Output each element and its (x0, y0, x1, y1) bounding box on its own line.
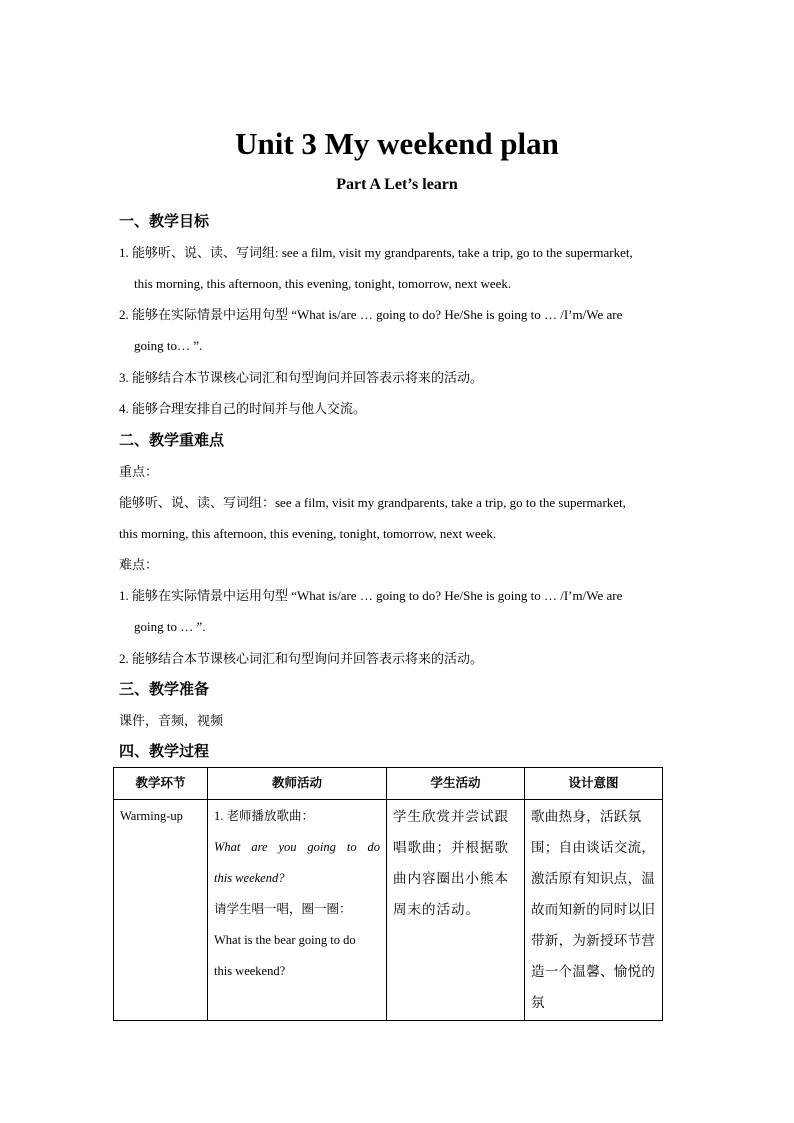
design-purpose-text: 歌曲热身，活跃氛围；自由谈话交流，激活原有知识点，温故而知新的同时以旧带新，为新授环节营造一个温馨、愉悦的氛 (531, 809, 656, 1010)
key-label: 重点： (119, 464, 159, 479)
column-header: 教师活动 (208, 768, 387, 800)
column-header: 设计意图 (525, 768, 663, 800)
teacher-activity-line: 1. 老师播放歌曲： (214, 809, 315, 823)
teacher-activity-line: What are you going to do (214, 840, 380, 854)
section-heading-preparation: 三、教学准备 (119, 682, 210, 698)
section-heading-process: 四、教学过程 (119, 744, 210, 760)
objective-line: 1. 能够听、说、读、写词组: see a film, visit my grandparents, take a trip, go to the supermarket, (119, 245, 633, 260)
student-activity-cell (387, 800, 525, 1021)
document-title: Unit 3 My weekend plan (235, 126, 559, 161)
preparation-text: 课件，音频，视频 (119, 713, 224, 728)
table-header-row (114, 768, 663, 800)
difficult-label: 难点： (119, 557, 159, 572)
difficult-point-line: going to … ”. (134, 619, 206, 634)
section-heading-objectives: 一、教学目标 (119, 214, 210, 230)
stage-cell (114, 800, 208, 1021)
teacher-activity-line: 请学生唱一唱，圈一圈： (214, 902, 352, 916)
objective-line: 4. 能够合理安排自己的时间并与他人交流。 (119, 401, 367, 416)
teacher-activity-line: this weekend? (214, 964, 286, 978)
column-header: 学生活动 (387, 768, 525, 800)
column-header: 教学环节 (114, 768, 208, 800)
objective-line: 2. 能够在实际情景中运用句型 “What is/are … going to do? He/She is going to … /I’m/We are (119, 307, 623, 322)
teacher-activity-cell (208, 800, 387, 1021)
difficult-point-line: 1. 能够在实际情景中运用句型 “What is/are … going to do? He/She is going to … /I’m/We are (119, 588, 623, 603)
teaching-process-table (113, 767, 663, 1021)
objective-line: going to… ”. (134, 338, 203, 353)
teacher-activity-line: What is the bear going to do (214, 933, 356, 947)
key-point-line: 能够听、说、读、写词组：see a film, visit my grandparents, take a trip, go to the supermarket, (119, 495, 626, 510)
key-point-line: this morning, this afternoon, this evening, tonight, tomorrow, next week. (119, 526, 497, 541)
student-activity-text: 学生欣赏并尝试跟唱歌曲；并根据歌曲内容圈出小熊本周末的活动。 (393, 809, 509, 917)
document-subtitle: Part A Let’s learn (336, 176, 458, 193)
design-purpose-cell (525, 800, 663, 1021)
objective-line: 3. 能够结合本节课核心词汇和句型询问并回答表示将来的活动。 (119, 370, 484, 385)
table-row (114, 800, 663, 1021)
section-heading-key-points: 二、教学重难点 (119, 433, 225, 449)
difficult-point-line: 2. 能够结合本节课核心词汇和句型询问并回答表示将来的活动。 (119, 651, 484, 666)
objective-line: this morning, this afternoon, this evening, tonight, tomorrow, next week. (134, 276, 512, 291)
teacher-activity-line: this weekend? (214, 871, 285, 885)
stage-label: Warming-up (120, 809, 183, 823)
